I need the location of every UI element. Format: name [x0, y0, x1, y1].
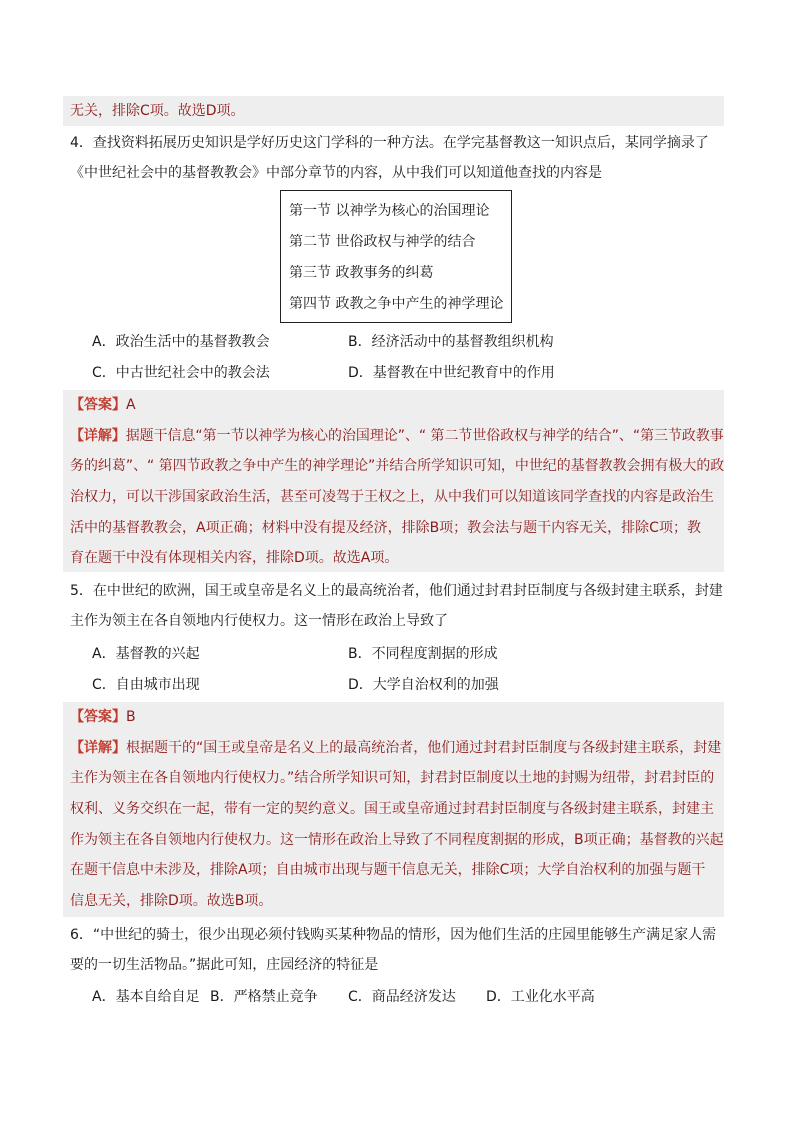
q4-chapter-3: 第三节 政教事务的纠葛: [289, 265, 434, 281]
q3-answer-tail: 无关，排除C项。故选D项。: [70, 103, 245, 119]
q4-detail-line-3: 治权力，可以干涉国家政治生活，甚至可凌驾于王权之上，从中我们可以知道该同学查找的内容是政治生: [70, 489, 714, 505]
q5-answer-value: B: [126, 709, 136, 725]
q6-option-b: B．严格禁止竞争: [210, 989, 318, 1005]
q6-stem-line-2: 要的一切生活物品。”据此可知，庄园经济的特征是: [70, 957, 379, 973]
q6-stem-line-1: 6．“中世纪的骑士，很少出现必须付钱购买某种物品的情形，因为他们生活的庄园里能够生产满足家人需: [70, 927, 717, 943]
q5-option-b: B．不同程度割据的形成: [348, 646, 498, 662]
q4-answer-shade: [63, 390, 724, 572]
q5-stem-line-2: 主作为领主在各自领地内行使权力。这一情形在政治上导致了: [70, 613, 448, 629]
q5-option-c: C．自由城市出现: [92, 677, 200, 693]
q5-detail-line-1: [70, 739, 721, 757]
q5-option-a: A．基督教的兴起: [92, 646, 200, 662]
q4-answer: [70, 396, 136, 414]
q4-option-a: A．政治生活中的基督教教会: [92, 334, 270, 350]
q4-chapter-2: 第二节 世俗政权与神学的结合: [289, 234, 476, 250]
q5-detail-line-4: 作为领主在各自领地内行使权力。这一情形在政治上导致了不同程度割据的形成，B项正确；基督教的兴起: [70, 832, 724, 848]
q4-option-b: B．经济活动中的基督教组织机构: [348, 334, 554, 350]
q5-answer-tag: 【答案】: [70, 709, 126, 725]
q5-detail-text-1: 根据题干的“国王或皇帝是名义上的最高统治者，他们通过封君封臣制度与各级封建主联系，封建: [126, 740, 722, 756]
q5-detail-line-3: 权利、义务交织在一起，带有一定的契约意义。国王或皇帝通过封君封臣制度与各级封建主联系，封建主: [70, 801, 714, 817]
q5-detail-line-6: 信息无关，排除D项。故选B项。: [70, 893, 273, 909]
q4-detail-line-5: 育在题干中没有体现相关内容，排除D项。故选A项。: [70, 550, 399, 566]
q4-option-c: C．中古世纪社会中的教会法: [92, 365, 270, 381]
q6-option-a: A．基本自给自足: [92, 989, 200, 1005]
q5-stem-line-1: 5．在中世纪的欧洲，国王或皇帝是名义上的最高统治者，他们通过封君封臣制度与各级封建主联系，封建: [70, 583, 723, 599]
q4-answer-tag: 【答案】: [70, 397, 126, 413]
q4-detail-line-2: 务的纠葛”、“ 第四节政教之争中产生的神学理论”并结合所学知识可知，中世纪的基督教教会拥有极大的政: [70, 458, 725, 474]
q5-option-d: D．大学自治权利的加强: [348, 677, 499, 693]
q4-answer-value: A: [126, 397, 136, 413]
q5-detail-line-5: 在题干信息中未涉及，排除A项；自由城市出现与题干信息无关，排除C项；大学自治权利的加强与题干: [70, 862, 706, 878]
q4-chapter-box: [280, 190, 512, 323]
q4-chapter-4: 第四节 政教之争中产生的神学理论: [289, 296, 504, 312]
q4-detail-line-1: [70, 427, 724, 445]
q6-option-c: C．商品经济发达: [348, 989, 456, 1005]
q4-stem-line-2: 《中世纪社会中的基督教教会》中部分章节的内容，从中我们可以知道他查找的内容是: [70, 165, 602, 181]
q4-option-d: D．基督教在中世纪教育中的作用: [348, 365, 555, 381]
q5-answer: [70, 708, 136, 726]
q4-detail-tag: 【详解】: [70, 428, 126, 444]
q4-chapter-1: 第一节 以神学为核心的治国理论: [289, 203, 490, 219]
q4-detail-line-4: 活中的基督教教会，A项正确；材料中没有提及经济，排除B项；教会法与题干内容无关，排除C项；教: [70, 520, 701, 536]
q4-stem-line-1: 4．查找资料拓展历史知识是学好历史这门学科的一种方法。在学完基督教这一知识点后，某同学摘录了: [70, 135, 709, 151]
q4-detail-text-1: 据题干信息“第一节以神学为核心的治国理论”、“ 第二节世俗政权与神学的结合”、“第三节政教事: [125, 428, 724, 444]
q5-detail-tag: 【详解】: [70, 740, 126, 756]
q6-option-d: D．工业化水平高: [486, 989, 595, 1005]
q5-detail-line-2: 主作为领主在各自领地内行使权力。”结合所学知识可知，封君封臣制度以土地的封赐为纽带，封君封臣的: [70, 770, 715, 786]
